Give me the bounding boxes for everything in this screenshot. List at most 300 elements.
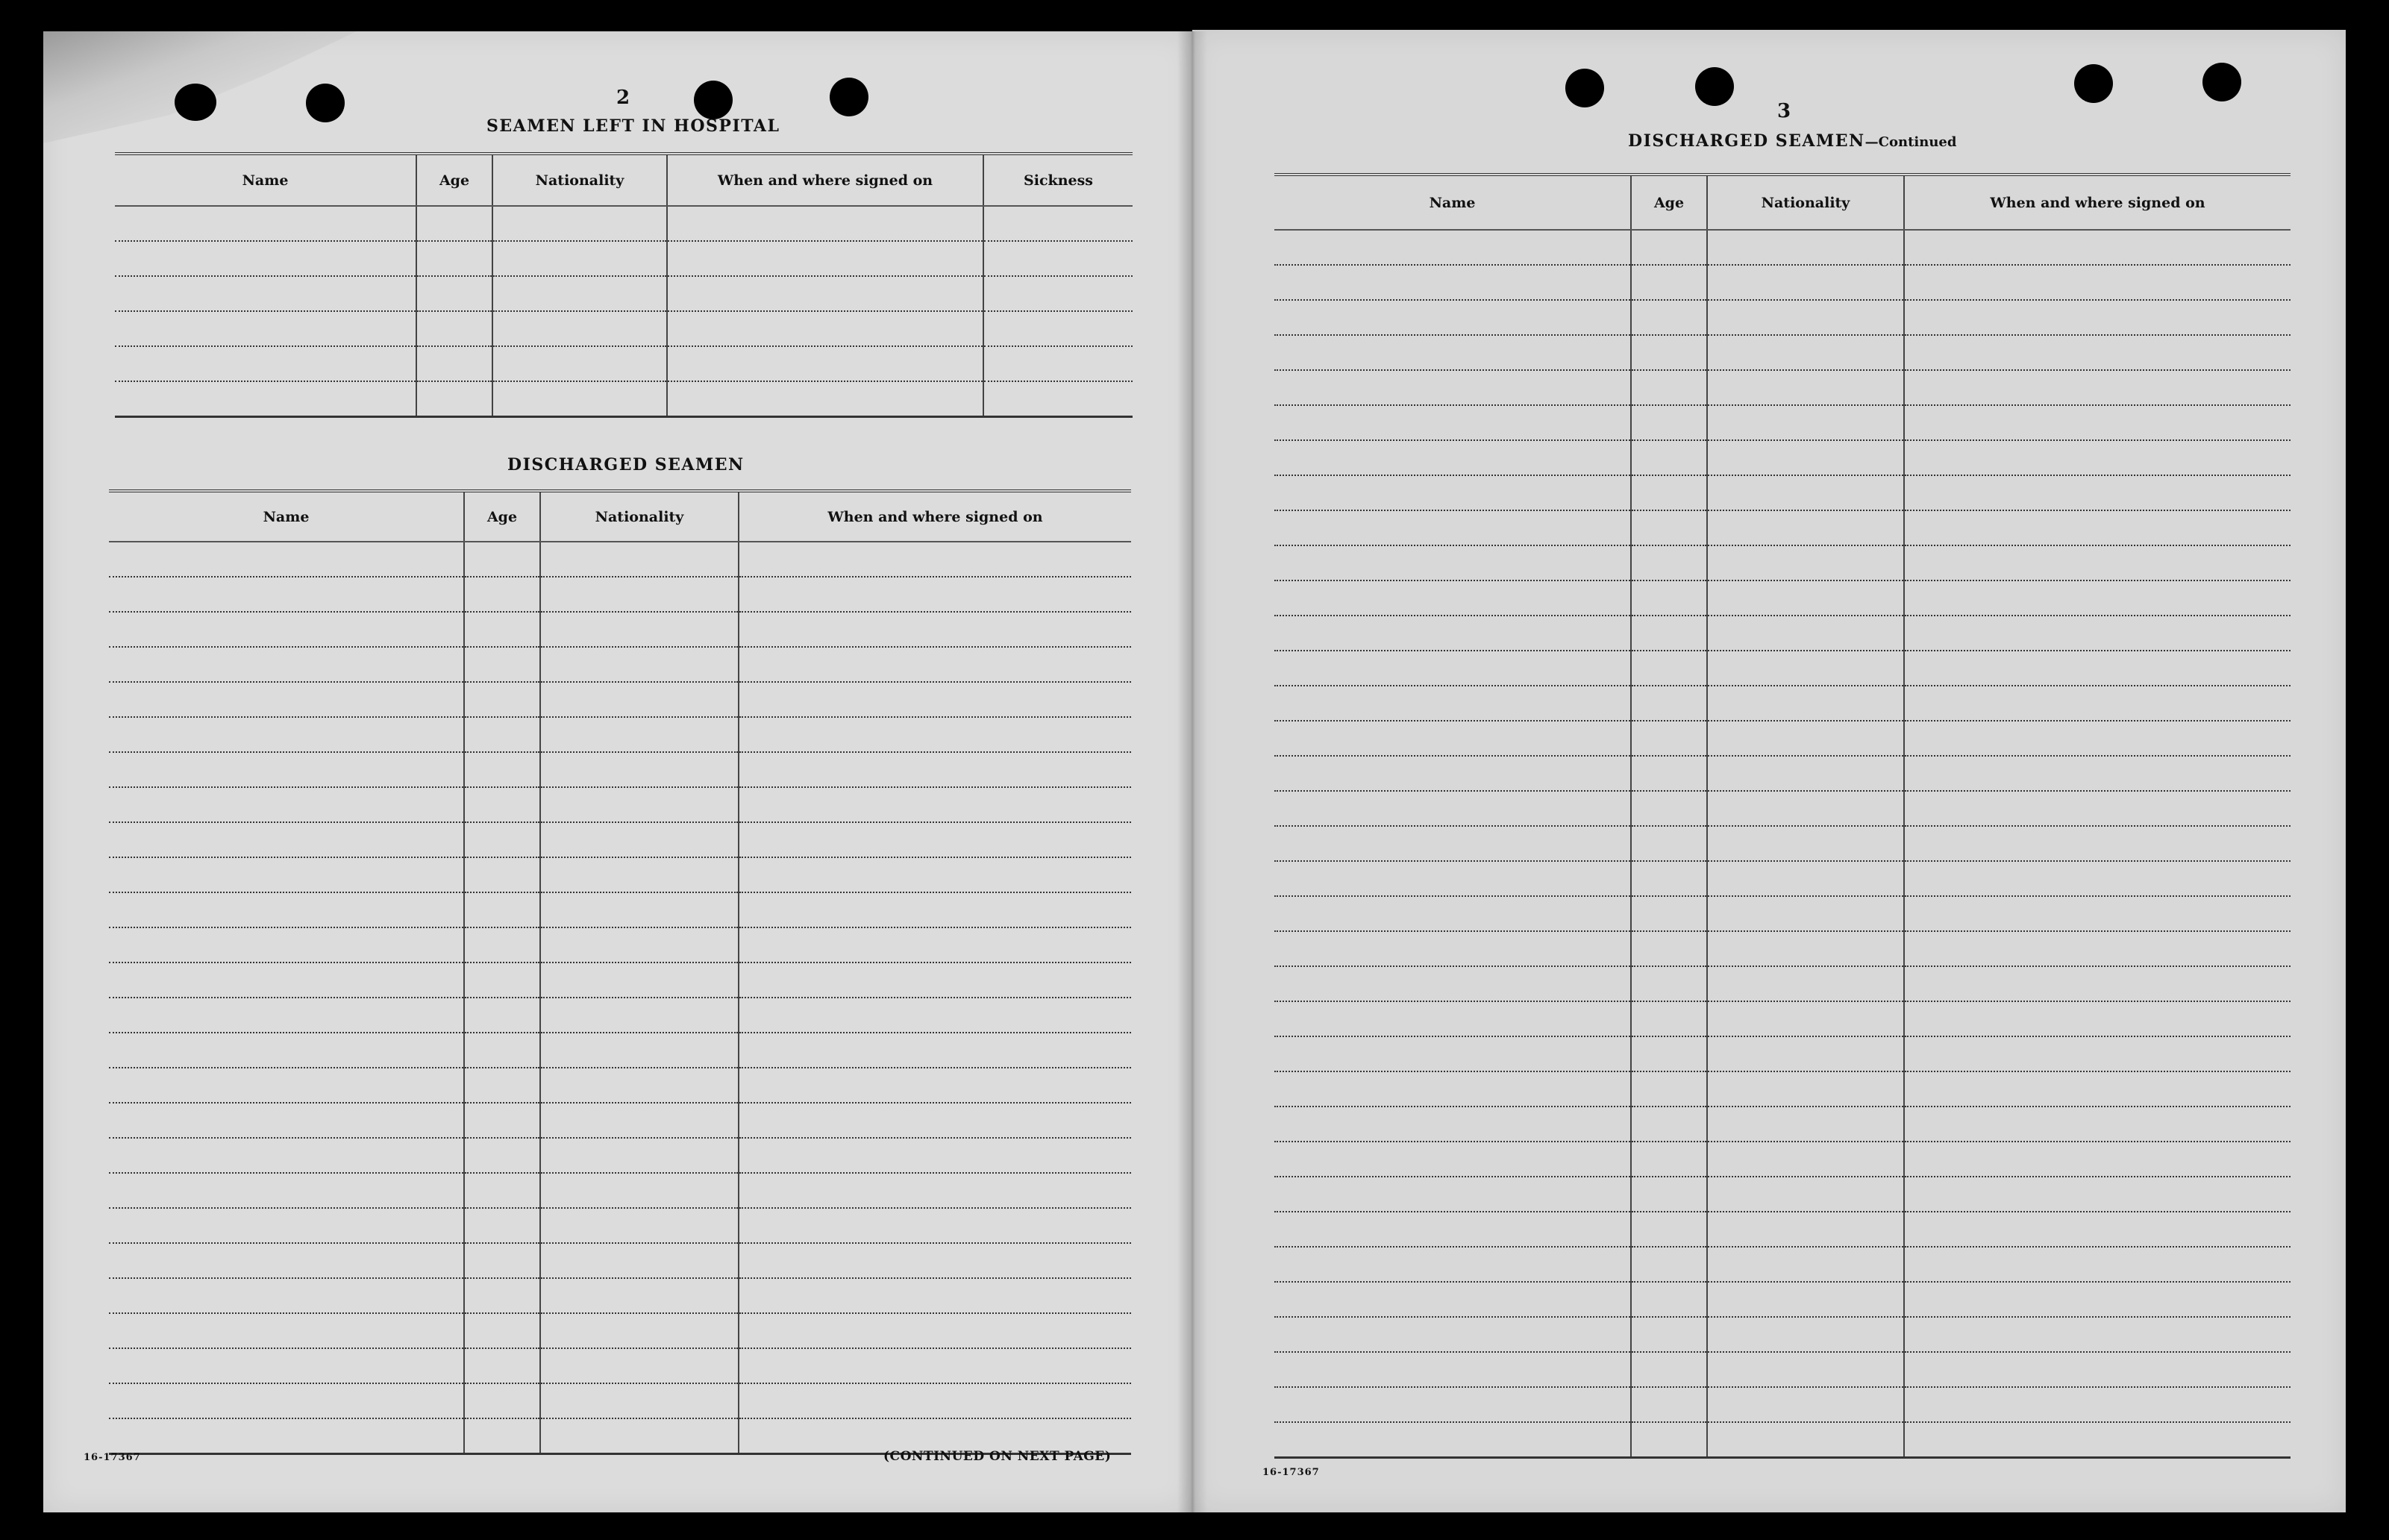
blank-entry-cell [540, 682, 739, 717]
blank-entry-cell [667, 311, 983, 346]
blank-entry-cell [739, 752, 1131, 787]
blank-entry-cell [1904, 1001, 2291, 1036]
blank-entry-cell [464, 1313, 540, 1348]
blank-entry-cell [1631, 545, 1707, 580]
binder-hole [175, 84, 216, 121]
blank-entry-cell [739, 1278, 1131, 1313]
blank-entry-cell [1707, 545, 1904, 580]
column-header-sickness: Sickness [983, 154, 1133, 206]
blank-entry-cell [540, 822, 739, 857]
blank-entry-cell [1904, 405, 2291, 440]
blank-entry-cell [1274, 791, 1631, 826]
blank-entry-cell [1274, 475, 1631, 510]
form-code-right: 16-17367 [1262, 1467, 1320, 1478]
blank-entry-cell [1274, 1422, 1631, 1457]
blank-entry-cell [492, 346, 667, 381]
blank-entry-cell [540, 647, 739, 682]
blank-entry-cell [1707, 1071, 1904, 1107]
blank-entry-cell [1904, 1387, 2291, 1422]
blank-entry-cell [1904, 1071, 2291, 1107]
blank-entry-cell [1631, 651, 1707, 686]
blank-entry-cell [739, 647, 1131, 682]
blank-entry-cell [739, 1208, 1131, 1243]
blank-entry-cell [739, 1243, 1131, 1278]
blank-entry-cell [416, 276, 492, 311]
table-row [109, 1418, 1131, 1453]
blank-entry-cell [1274, 1071, 1631, 1107]
table-row [109, 962, 1131, 998]
table-row [1274, 440, 2291, 475]
table-row [109, 1348, 1131, 1383]
blank-entry-cell [1274, 1036, 1631, 1071]
table-row [109, 1033, 1131, 1068]
blank-entry-cell [464, 682, 540, 717]
blank-entry-cell [1631, 1177, 1707, 1212]
blank-entry-cell [1904, 721, 2291, 756]
table-row [109, 1278, 1131, 1313]
blank-entry-cell [1274, 651, 1631, 686]
table-row [109, 1103, 1131, 1138]
blank-entry-cell [667, 206, 983, 241]
blank-entry-cell [464, 1383, 540, 1418]
blank-entry-cell [109, 577, 464, 612]
blank-entry-cell [1904, 616, 2291, 651]
blank-entry-cell [983, 206, 1133, 241]
blank-entry-cell [1904, 580, 2291, 616]
blank-entry-cell [1631, 896, 1707, 931]
page-number-right: 3 [1777, 100, 1791, 122]
binder-hole [1565, 69, 1604, 107]
blank-entry-cell [540, 1138, 739, 1173]
hospital-table [115, 152, 1133, 418]
blank-entry-cell [1707, 966, 1904, 1001]
blank-entry-cell [1904, 1317, 2291, 1352]
blank-entry-cell [1904, 1107, 2291, 1142]
blank-entry-cell [1707, 580, 1904, 616]
table-row [109, 857, 1131, 892]
blank-entry-cell [109, 717, 464, 752]
blank-entry-cell [1904, 651, 2291, 686]
blank-entry-cell [739, 962, 1131, 998]
blank-entry-cell [540, 1383, 739, 1418]
blank-entry-cell [109, 962, 464, 998]
table-row [115, 206, 1133, 241]
blank-entry-cell [1904, 1247, 2291, 1282]
blank-entry-cell [464, 927, 540, 962]
blank-entry-cell [983, 276, 1133, 311]
blank-entry-cell [109, 647, 464, 682]
blank-entry-cell [1274, 931, 1631, 966]
blank-entry-cell [109, 787, 464, 822]
blank-entry-cell [1707, 335, 1904, 370]
blank-entry-cell [416, 381, 492, 416]
blank-entry-cell [1631, 405, 1707, 440]
column-header-age: Age [1631, 175, 1707, 230]
table-row [109, 752, 1131, 787]
blank-entry-cell [540, 717, 739, 752]
blank-entry-cell [464, 1348, 540, 1383]
blank-entry-cell [1631, 1387, 1707, 1422]
table-row [115, 276, 1133, 311]
blank-entry-cell [1707, 1177, 1904, 1212]
blank-entry-cell [109, 1278, 464, 1313]
blank-entry-cell [1707, 405, 1904, 440]
blank-entry-cell [1274, 510, 1631, 545]
blank-entry-cell [540, 577, 739, 612]
blank-entry-cell [109, 1138, 464, 1173]
blank-entry-cell [739, 787, 1131, 822]
blank-entry-cell [1274, 335, 1631, 370]
table-row [1274, 686, 2291, 721]
blank-entry-cell [739, 1313, 1131, 1348]
blank-entry-cell [1707, 510, 1904, 545]
blank-entry-cell [109, 1348, 464, 1383]
blank-entry-cell [983, 381, 1133, 416]
blank-entry-cell [492, 381, 667, 416]
blank-entry-cell [416, 311, 492, 346]
blank-entry-cell [464, 1068, 540, 1103]
blank-entry-cell [1631, 721, 1707, 756]
table-row [1274, 1071, 2291, 1107]
table-row [1274, 265, 2291, 300]
binder-hole [1695, 67, 1734, 106]
table-row [109, 682, 1131, 717]
table-row [1274, 756, 2291, 791]
blank-entry-cell [1631, 616, 1707, 651]
blank-entry-cell [1631, 370, 1707, 405]
blank-entry-cell [1274, 1177, 1631, 1212]
blank-entry-cell [1904, 370, 2291, 405]
blank-entry-cell [1904, 791, 2291, 826]
blank-entry-cell [1631, 1001, 1707, 1036]
blank-entry-cell [1274, 721, 1631, 756]
blank-entry-cell [540, 962, 739, 998]
blank-entry-cell [1707, 1036, 1904, 1071]
table-row [109, 612, 1131, 647]
table-row [1274, 335, 2291, 370]
blank-entry-cell [1274, 1107, 1631, 1142]
blank-entry-cell [1274, 580, 1631, 616]
table-row [109, 998, 1131, 1033]
blank-entry-cell [464, 1173, 540, 1208]
blank-entry-cell [1631, 335, 1707, 370]
blank-entry-cell [1274, 1352, 1631, 1387]
blank-entry-cell [1274, 265, 1631, 300]
blank-entry-cell [1707, 1107, 1904, 1142]
blank-entry-cell [1274, 440, 1631, 475]
blank-entry-cell [739, 1348, 1131, 1383]
blank-entry-cell [540, 1313, 739, 1348]
blank-entry-cell [1274, 405, 1631, 440]
blank-entry-cell [1707, 616, 1904, 651]
blank-entry-cell [109, 542, 464, 577]
blank-entry-cell [115, 311, 416, 346]
blank-entry-cell [739, 857, 1131, 892]
table-row [1274, 966, 2291, 1001]
blank-entry-cell [464, 1208, 540, 1243]
blank-entry-cell [739, 927, 1131, 962]
blank-entry-cell [540, 1243, 739, 1278]
blank-entry-cell [464, 787, 540, 822]
blank-entry-cell [464, 998, 540, 1033]
discharged-table-right [1274, 173, 2291, 1459]
blank-entry-cell [739, 1103, 1131, 1138]
table-row [1274, 1177, 2291, 1212]
table-row [1274, 545, 2291, 580]
blank-entry-cell [1707, 791, 1904, 826]
blank-entry-cell [1707, 931, 1904, 966]
blank-entry-cell [464, 1243, 540, 1278]
blank-entry-cell [739, 1418, 1131, 1453]
title-suffix: —Continued [1864, 134, 1957, 150]
blank-entry-cell [1274, 545, 1631, 580]
table-row [109, 1138, 1131, 1173]
blank-entry-cell [1707, 1422, 1904, 1457]
binder-hole [830, 78, 868, 116]
blank-entry-cell [1904, 475, 2291, 510]
blank-entry-cell [1904, 1177, 2291, 1212]
blank-entry-cell [109, 1313, 464, 1348]
table-row [1274, 1212, 2291, 1247]
blank-entry-cell [115, 206, 416, 241]
column-header-nationality: Nationality [540, 491, 739, 542]
table-row [1274, 1036, 2291, 1071]
blank-entry-cell [1631, 791, 1707, 826]
blank-entry-cell [540, 1173, 739, 1208]
blank-entry-cell [739, 717, 1131, 752]
table-row [1274, 580, 2291, 616]
table-row [109, 1208, 1131, 1243]
table-row [1274, 300, 2291, 335]
blank-entry-cell [464, 857, 540, 892]
blank-entry-cell [1904, 545, 2291, 580]
table-row [1274, 1352, 2291, 1387]
blank-entry-cell [739, 1383, 1131, 1418]
blank-entry-cell [1274, 1282, 1631, 1317]
blank-entry-cell [1631, 1317, 1707, 1352]
table-row [109, 1383, 1131, 1418]
table-row [109, 1068, 1131, 1103]
blank-entry-cell [109, 1383, 464, 1418]
blank-entry-cell [109, 1208, 464, 1243]
blank-entry-cell [1631, 966, 1707, 1001]
blank-entry-cell [1904, 1352, 2291, 1387]
blank-entry-cell [1707, 300, 1904, 335]
blank-entry-cell [1707, 1387, 1904, 1422]
blank-entry-cell [1631, 1142, 1707, 1177]
blank-entry-cell [540, 542, 739, 577]
blank-entry-cell [115, 276, 416, 311]
center-fold [1177, 31, 1207, 1512]
blank-entry-cell [109, 682, 464, 717]
blank-entry-cell [1707, 230, 1904, 265]
blank-entry-cell [1631, 1212, 1707, 1247]
column-header-nationality: Nationality [492, 154, 667, 206]
blank-entry-cell [464, 1418, 540, 1453]
blank-entry-cell [1904, 756, 2291, 791]
blank-entry-cell [667, 276, 983, 311]
blank-entry-cell [416, 241, 492, 276]
blank-entry-cell [1631, 1247, 1707, 1282]
blank-entry-cell [1904, 1212, 2291, 1247]
blank-entry-cell [1631, 230, 1707, 265]
blank-entry-cell [109, 857, 464, 892]
blank-entry-cell [1904, 510, 2291, 545]
table-row [1274, 791, 2291, 826]
blank-entry-cell [1707, 1247, 1904, 1282]
blank-entry-cell [1631, 931, 1707, 966]
blank-entry-cell [1631, 686, 1707, 721]
blank-entry-cell [109, 822, 464, 857]
table-row [115, 241, 1133, 276]
column-header-name: Name [1274, 175, 1631, 230]
blank-entry-cell [115, 241, 416, 276]
blank-entry-cell [540, 1278, 739, 1313]
blank-entry-cell [540, 752, 739, 787]
blank-entry-cell [1631, 826, 1707, 861]
blank-entry-cell [1904, 1142, 2291, 1177]
blank-entry-cell [739, 822, 1131, 857]
blank-entry-cell [1631, 1422, 1707, 1457]
blank-entry-cell [540, 927, 739, 962]
blank-entry-cell [464, 962, 540, 998]
blank-entry-cell [1631, 265, 1707, 300]
blank-entry-cell [1707, 721, 1904, 756]
blank-entry-cell [739, 542, 1131, 577]
blank-entry-cell [983, 346, 1133, 381]
blank-entry-cell [115, 346, 416, 381]
hospital-section-title: SEAMEN LEFT IN HOSPITAL [486, 116, 780, 136]
table-row [109, 892, 1131, 927]
blank-entry-cell [1707, 1001, 1904, 1036]
blank-entry-cell [1707, 861, 1904, 896]
blank-entry-cell [1631, 756, 1707, 791]
blank-entry-cell [1274, 616, 1631, 651]
table-row [1274, 651, 2291, 686]
blank-entry-cell [109, 998, 464, 1033]
blank-entry-cell [739, 577, 1131, 612]
binder-hole [694, 81, 733, 119]
blank-entry-cell [492, 206, 667, 241]
blank-entry-cell [540, 612, 739, 647]
blank-entry-cell [1904, 966, 2291, 1001]
blank-entry-cell [1707, 651, 1904, 686]
blank-entry-cell [1707, 1142, 1904, 1177]
blank-entry-cell [1274, 300, 1631, 335]
table-row [1274, 616, 2291, 651]
blank-entry-cell [739, 1138, 1131, 1173]
table-row [115, 381, 1133, 416]
blank-entry-cell [540, 1068, 739, 1103]
blank-entry-cell [1904, 826, 2291, 861]
blank-entry-cell [667, 381, 983, 416]
binder-hole [2074, 64, 2113, 103]
blank-entry-cell [416, 346, 492, 381]
blank-entry-cell [492, 276, 667, 311]
blank-entry-cell [1904, 265, 2291, 300]
blank-entry-cell [464, 612, 540, 647]
column-header-signed-on: When and where signed on [667, 154, 983, 206]
blank-entry-cell [464, 892, 540, 927]
blank-entry-cell [540, 787, 739, 822]
column-header-signed-on: When and where signed on [1904, 175, 2291, 230]
blank-entry-cell [109, 892, 464, 927]
table-row [109, 717, 1131, 752]
table-row [109, 1173, 1131, 1208]
blank-entry-cell [540, 1348, 739, 1383]
discharged-section-title: DISCHARGED SEAMEN [507, 455, 745, 475]
table-row [1274, 510, 2291, 545]
blank-entry-cell [1904, 230, 2291, 265]
blank-entry-cell [1631, 300, 1707, 335]
blank-entry-cell [1904, 686, 2291, 721]
blank-entry-cell [464, 822, 540, 857]
column-header-name: Name [115, 154, 416, 206]
blank-entry-cell [1707, 370, 1904, 405]
title-text: DISCHARGED SEAMEN [1628, 131, 1865, 151]
discharged-table-left [109, 489, 1131, 1455]
blank-entry-cell [983, 311, 1133, 346]
table-row [109, 542, 1131, 577]
column-header-age: Age [416, 154, 492, 206]
blank-entry-cell [109, 1243, 464, 1278]
discharged-continued-title [1628, 131, 1956, 151]
table-row [109, 927, 1131, 962]
blank-entry-cell [540, 1208, 739, 1243]
blank-entry-cell [1707, 1212, 1904, 1247]
blank-entry-cell [983, 241, 1133, 276]
blank-entry-cell [1631, 1282, 1707, 1317]
blank-entry-cell [739, 612, 1131, 647]
table-row [1274, 475, 2291, 510]
column-header-signed-on: When and where signed on [739, 491, 1131, 542]
table-row [109, 577, 1131, 612]
blank-entry-cell [1707, 1317, 1904, 1352]
blank-entry-cell [109, 1033, 464, 1068]
blank-entry-cell [109, 1068, 464, 1103]
table-row [1274, 1282, 2291, 1317]
column-header-nationality: Nationality [1707, 175, 1904, 230]
blank-entry-cell [1274, 1001, 1631, 1036]
blank-entry-cell [1904, 440, 2291, 475]
blank-entry-cell [1904, 1036, 2291, 1071]
blank-entry-cell [464, 717, 540, 752]
table-row [109, 1243, 1131, 1278]
blank-entry-cell [109, 612, 464, 647]
binder-hole [2202, 63, 2241, 101]
blank-entry-cell [1707, 756, 1904, 791]
table-row [1274, 1247, 2291, 1282]
blank-entry-cell [1904, 861, 2291, 896]
blank-entry-cell [1707, 896, 1904, 931]
table-row [1274, 721, 2291, 756]
blank-entry-cell [115, 381, 416, 416]
blank-entry-cell [1274, 966, 1631, 1001]
blank-entry-cell [739, 1173, 1131, 1208]
blank-entry-cell [1274, 1142, 1631, 1177]
blank-entry-cell [1631, 1036, 1707, 1071]
table-row [1274, 1387, 2291, 1422]
blank-entry-cell [1274, 861, 1631, 896]
table-row [1274, 370, 2291, 405]
blank-entry-cell [1274, 230, 1631, 265]
table-row [1274, 931, 2291, 966]
table-row [1274, 1142, 2291, 1177]
blank-entry-cell [739, 682, 1131, 717]
table-row [1274, 1317, 2291, 1352]
blank-entry-cell [540, 892, 739, 927]
blank-entry-cell [464, 1138, 540, 1173]
